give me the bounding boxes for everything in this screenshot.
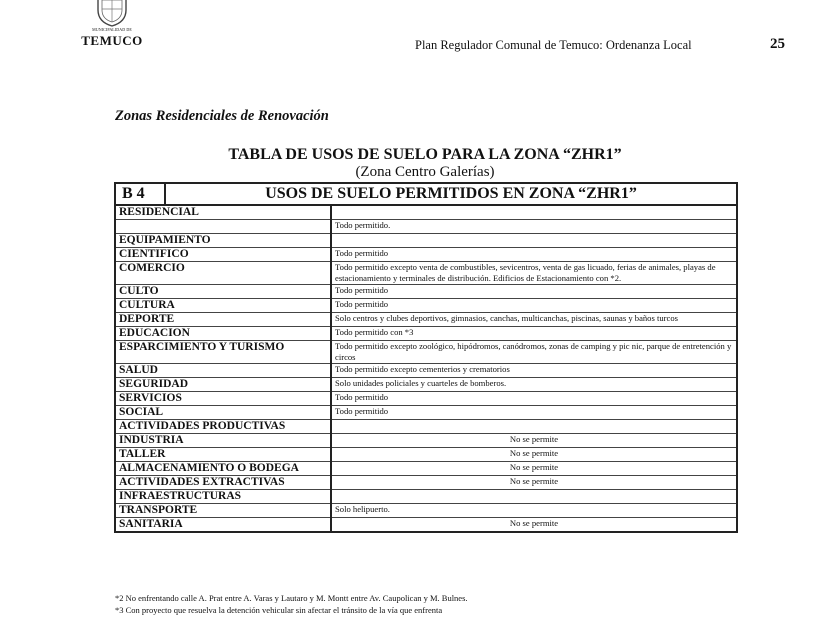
use-category-label: TALLER: [115, 448, 331, 462]
section-title: Zonas Residenciales de Renovación: [115, 108, 329, 124]
use-permission-value: Solo unidades policiales y cuarteles de bomberos.: [331, 378, 737, 392]
use-permission-value: [331, 205, 737, 220]
table-row: [115, 341, 737, 364]
table-row: [115, 406, 737, 420]
use-permission-value: No se permite: [331, 462, 737, 476]
use-category-label: [115, 220, 331, 234]
use-category-label: SALUD: [115, 364, 331, 378]
table-title: TABLA DE USOS DE SUELO PARA LA ZONA “ZHR1”: [228, 146, 622, 163]
use-category-label: SANITARIA: [115, 518, 331, 533]
table-row: [115, 262, 737, 285]
use-category-label: EDUCACION: [115, 327, 331, 341]
use-category-label: DEPORTE: [115, 313, 331, 327]
footnote-2: *2 No enfrentando calle A. Prat entre A. Varas y Lautaro y M. Montt entre Av. Caupolican y M. Bulnes.: [115, 593, 468, 603]
use-category-label: TRANSPORTE: [115, 504, 331, 518]
table-row: [115, 220, 737, 234]
table-row: [115, 448, 737, 462]
table-header-cell: [115, 183, 737, 205]
use-category-label: CULTO: [115, 285, 331, 299]
use-permission-value: Todo permitido.: [331, 220, 737, 234]
use-category-label: ESPARCIMIENTO Y TURISMO: [115, 341, 331, 364]
use-permission-value: [331, 420, 737, 434]
land-use-table: [114, 182, 736, 533]
table-row: [115, 234, 737, 248]
use-permission-value: No se permite: [331, 434, 737, 448]
table-row: [115, 313, 737, 327]
logo-name: TEMUCO: [81, 33, 143, 48]
use-permission-value: Todo permitido con *3: [331, 327, 737, 341]
use-permission-value: Todo permitido excepto cementerios y crematorios: [331, 364, 737, 378]
table-row: [115, 490, 737, 504]
use-category-label: CULTURA: [115, 299, 331, 313]
use-permission-value: Todo permitido: [331, 299, 737, 313]
table-row: [115, 476, 737, 490]
logo-small-text: MUNICIPALIDAD DE: [92, 27, 132, 32]
table-header-row: [115, 183, 737, 205]
table-subtitle: (Zona Centro Galerías): [355, 164, 495, 180]
use-category-label: SERVICIOS: [115, 392, 331, 406]
use-category-label: RESIDENCIAL: [115, 205, 331, 220]
use-category-label: CIENTIFICO: [115, 248, 331, 262]
use-permission-value: Solo centros y clubes deportivos, gimnasios, canchas, multicanchas, piscinas, saunas y baños turcos: [331, 313, 737, 327]
footnote-3: *3 Con proyecto que resuelva la detención vehicular sin afectar el tránsito de la vía que enfrenta: [115, 605, 443, 615]
use-permission-value: Todo permitido: [331, 406, 737, 420]
zone-code: B 4: [116, 184, 166, 204]
use-category-label: COMERCIO: [115, 262, 331, 285]
coat-of-arms-icon: [90, 0, 134, 28]
use-category-label: ACTIVIDADES PRODUCTIVAS: [115, 420, 331, 434]
table-row: [115, 434, 737, 448]
use-permission-value: [331, 234, 737, 248]
municipal-logo: [80, 0, 144, 46]
use-permission-value: No se permite: [331, 518, 737, 533]
use-permission-value: Todo permitido excepto venta de combustibles, sevicentros, venta de gas licuado, ferias de animales, playas de estacionamiento y terminales de distribución. Edificios de Estacionamiento con *2.: [331, 262, 737, 285]
use-category-label: EQUIPAMIENTO: [115, 234, 331, 248]
table-row: [115, 364, 737, 378]
table-row: [115, 248, 737, 262]
header-title: Plan Regulador Comunal de Temuco: Ordenanza Local: [415, 38, 692, 52]
page-number: 25: [770, 36, 785, 52]
use-category-label: ALMACENAMIENTO O BODEGA: [115, 462, 331, 476]
use-permission-value: Todo permitido: [331, 248, 737, 262]
use-permission-value: No se permite: [331, 448, 737, 462]
use-category-label: SOCIAL: [115, 406, 331, 420]
table-row: [115, 378, 737, 392]
use-category-label: SEGURIDAD: [115, 378, 331, 392]
use-permission-value: Todo permitido: [331, 392, 737, 406]
table-row: [115, 205, 737, 220]
use-category-label: INDUSTRIA: [115, 434, 331, 448]
footnotes: [115, 592, 468, 616]
table-row: [115, 392, 737, 406]
table-row: [115, 285, 737, 299]
table-header-title: USOS DE SUELO PERMITIDOS EN ZONA “ZHR1”: [265, 185, 637, 202]
table-row: [115, 518, 737, 533]
table-row: [115, 327, 737, 341]
table-row: [115, 299, 737, 313]
table-row: [115, 462, 737, 476]
use-permission-value: No se permite: [331, 476, 737, 490]
table-row: [115, 504, 737, 518]
use-category-label: ACTIVIDADES EXTRACTIVAS: [115, 476, 331, 490]
use-permission-value: Todo permitido: [331, 285, 737, 299]
use-permission-value: [331, 490, 737, 504]
use-category-label: INFRAESTRUCTURAS: [115, 490, 331, 504]
table-row: [115, 420, 737, 434]
use-permission-value: Todo permitido excepto zoológico, hipódromos, canódromos, zonas de camping y pic nic, parque de entretención y circos: [331, 341, 737, 364]
use-permission-value: Solo helipuerto.: [331, 504, 737, 518]
